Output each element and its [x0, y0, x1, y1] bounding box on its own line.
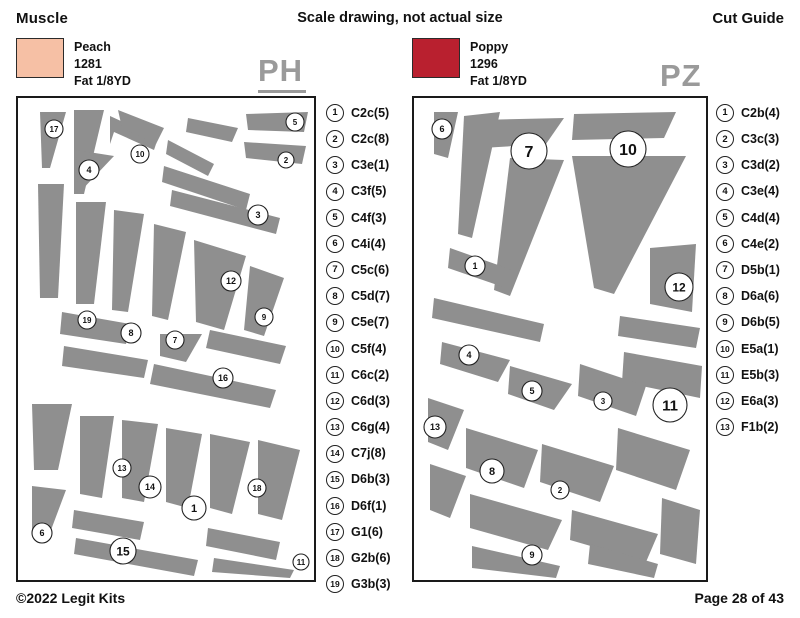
legend-item: [326, 388, 391, 414]
piece-marker-label: 2: [557, 485, 563, 495]
legend-item-number: 17: [326, 523, 344, 541]
legend-item: [326, 545, 391, 571]
legend-item-label: C5f(4): [351, 341, 387, 356]
piece-marker-label: 16: [217, 373, 229, 384]
piece-marker-label: 3: [255, 210, 261, 221]
legend-item: [716, 310, 780, 336]
legend-item-number: 9: [716, 314, 734, 332]
legend-item-label: D5b(1): [741, 262, 780, 277]
piece-marker-label: 4: [466, 350, 472, 361]
legend-item-label: F1b(2): [741, 420, 779, 435]
piece-marker-label: 1: [190, 502, 198, 515]
piece-marker-label: 13: [429, 422, 441, 433]
piece-marker-label: 6: [439, 124, 445, 135]
legend-item-number: 15: [326, 471, 344, 489]
legend-item-number: 13: [716, 418, 734, 436]
piece-marker-label: 12: [672, 280, 686, 295]
legend-item-label: C3c(3): [741, 132, 780, 147]
legend-item: [326, 310, 391, 336]
legend-item: [326, 467, 391, 493]
legend-item-label: C5e(7): [351, 315, 390, 330]
legend-item-number: 5: [716, 209, 734, 227]
page-title-left: Muscle: [16, 10, 69, 27]
legend-item-number: 3: [326, 156, 344, 174]
piece-marker-label: 5: [292, 117, 298, 127]
legend-item-number: 9: [326, 314, 344, 332]
fabric-code-poppy: 1296: [470, 56, 498, 71]
legend-item-number: 12: [716, 392, 734, 410]
fabric-block-poppy: [412, 38, 527, 90]
legend-item: [716, 414, 780, 440]
legend-item-label: C5c(6): [351, 262, 390, 277]
legend-item-label: C6g(4): [351, 420, 390, 435]
legend-item: [716, 205, 780, 231]
legend-item: [716, 126, 780, 152]
legend-item: [326, 283, 391, 309]
fabric-swatch-poppy: [412, 38, 460, 78]
legend-item-label: D6b(5): [741, 315, 780, 330]
legend-item-label: C6c(2): [351, 367, 390, 382]
legend-item-number: 19: [326, 575, 344, 593]
legend-item-number: 2: [326, 130, 344, 148]
piece-marker-label: 8: [488, 465, 496, 478]
legend-item-number: 7: [716, 261, 734, 279]
fabric-block-peach: [16, 38, 131, 90]
legend-item-number: 3: [716, 156, 734, 174]
legend-item-number: 6: [326, 235, 344, 253]
legend-item: [326, 231, 391, 257]
legend-item: [326, 205, 391, 231]
legend-item-number: 2: [716, 130, 734, 148]
legend-item-label: C2c(5): [351, 105, 390, 120]
legend-item: [326, 152, 391, 178]
piece-marker-label: 9: [261, 312, 267, 322]
legend-left: [326, 100, 391, 598]
legend-item-label: C3d(2): [741, 158, 780, 173]
legend-item-label: C4e(2): [741, 236, 780, 251]
legend-item-number: 12: [326, 392, 344, 410]
piece-marker-label: 11: [662, 397, 678, 415]
legend-item: [716, 100, 780, 126]
legend-item: [716, 362, 780, 388]
legend-item: [716, 179, 780, 205]
page-subtitle: Scale drawing, not actual size: [297, 10, 503, 26]
panel-code-left: PH: [258, 53, 306, 93]
legend-item: [716, 152, 780, 178]
legend-item: [716, 283, 780, 309]
legend-item-number: 10: [326, 340, 344, 358]
legend-item-number: 1: [716, 104, 734, 122]
piece-marker-label: 1: [472, 261, 478, 272]
legend-item-number: 4: [716, 183, 734, 201]
legend-item: [326, 362, 391, 388]
legend-item-number: 8: [716, 287, 734, 305]
legend-item-label: C2c(8): [351, 132, 390, 147]
legend-item-label: C7j(8): [351, 446, 386, 461]
piece-marker-label: 9: [529, 550, 535, 561]
legend-item-label: E5b(3): [741, 367, 780, 382]
panel-right-shapes: [414, 98, 706, 580]
legend-item-label: C6d(3): [351, 393, 390, 408]
legend-item-number: 8: [326, 287, 344, 305]
legend-item-number: 11: [326, 366, 344, 384]
legend-item: [326, 126, 391, 152]
legend-item-number: 5: [326, 209, 344, 227]
legend-item-label: C3e(1): [351, 158, 390, 173]
panel-code-right: PZ: [660, 58, 702, 93]
legend-right: [716, 100, 780, 440]
piece-marker-label: 19: [82, 315, 92, 325]
legend-item-number: 18: [326, 549, 344, 567]
legend-item: [716, 231, 780, 257]
legend-item-label: D6a(6): [741, 289, 780, 304]
legend-item: [326, 571, 391, 597]
legend-item: [326, 100, 391, 126]
legend-item-label: C3e(4): [741, 184, 780, 199]
fabric-name-peach: Peach: [74, 40, 111, 54]
piece-marker-label: 10: [619, 141, 637, 159]
piece-marker-label: 4: [86, 165, 92, 176]
piece-marker-label: 15: [116, 544, 130, 559]
legend-item: [716, 336, 780, 362]
fabric-cut-peach: Fat 1/8YD: [74, 73, 131, 88]
legend-item-label: G3b(3): [351, 577, 391, 592]
legend-item: [326, 493, 391, 519]
cut-layout-panel-left: [16, 96, 316, 582]
legend-item-label: C4i(4): [351, 236, 386, 251]
legend-item-number: 11: [716, 366, 734, 384]
piece-marker-label: 6: [39, 528, 45, 539]
legend-item: [716, 257, 780, 283]
piece-marker-label: 8: [128, 328, 134, 339]
legend-item-number: 4: [326, 183, 344, 201]
legend-item-label: C2b(4): [741, 105, 780, 120]
fabric-swatch-peach: [16, 38, 64, 78]
fabric-cut-poppy: Fat 1/8YD: [470, 73, 527, 88]
piece-marker-label: 12: [225, 276, 237, 287]
legend-item-label: E5a(1): [741, 341, 779, 356]
legend-item-label: E6a(3): [741, 393, 779, 408]
legend-item-label: C5d(7): [351, 289, 390, 304]
piece-marker-label: 7: [524, 143, 534, 161]
legend-item: [326, 179, 391, 205]
piece-marker-label: 17: [49, 124, 59, 134]
legend-item-label: D6b(3): [351, 472, 390, 487]
legend-item-label: C4f(3): [351, 210, 387, 225]
legend-item: [326, 440, 391, 466]
copyright-text: ©2022 Legit Kits: [16, 590, 126, 606]
piece-marker-label: 7: [172, 335, 178, 345]
page-number: Page 28 of 43: [694, 590, 784, 606]
piece-marker-label: 14: [144, 482, 156, 493]
legend-item-label: C4d(4): [741, 210, 780, 225]
piece-marker-label: 18: [252, 483, 262, 493]
legend-item-number: 16: [326, 497, 344, 515]
page-title-right: Cut Guide: [712, 10, 784, 27]
piece-marker-label: 5: [529, 386, 535, 397]
piece-marker-label: 13: [117, 463, 127, 473]
piece-marker-label: 11: [296, 557, 306, 567]
legend-item: [326, 414, 391, 440]
legend-item-number: 7: [326, 261, 344, 279]
legend-item: [326, 519, 391, 545]
legend-item: [326, 336, 391, 362]
piece-marker-label: 10: [135, 149, 145, 159]
panel-code-left-rule: [258, 90, 306, 93]
legend-item-number: 10: [716, 340, 734, 358]
legend-item-label: C3f(5): [351, 184, 387, 199]
piece-marker-label: 3: [600, 396, 606, 406]
legend-item-number: 6: [716, 235, 734, 253]
legend-item: [716, 388, 780, 414]
fabric-name-poppy: Poppy: [470, 40, 509, 54]
legend-item-number: 1: [326, 104, 344, 122]
legend-item-number: 13: [326, 418, 344, 436]
cut-layout-panel-right: [412, 96, 708, 582]
legend-item-label: G1(6): [351, 524, 383, 539]
legend-item-label: G2b(6): [351, 551, 391, 566]
fabric-code-peach: 1281: [74, 56, 102, 71]
legend-item-label: D6f(1): [351, 498, 387, 513]
legend-item-number: 14: [326, 445, 344, 463]
legend-item: [326, 257, 391, 283]
piece-marker-label: 2: [283, 155, 289, 165]
panel-left-shapes: [18, 98, 314, 580]
